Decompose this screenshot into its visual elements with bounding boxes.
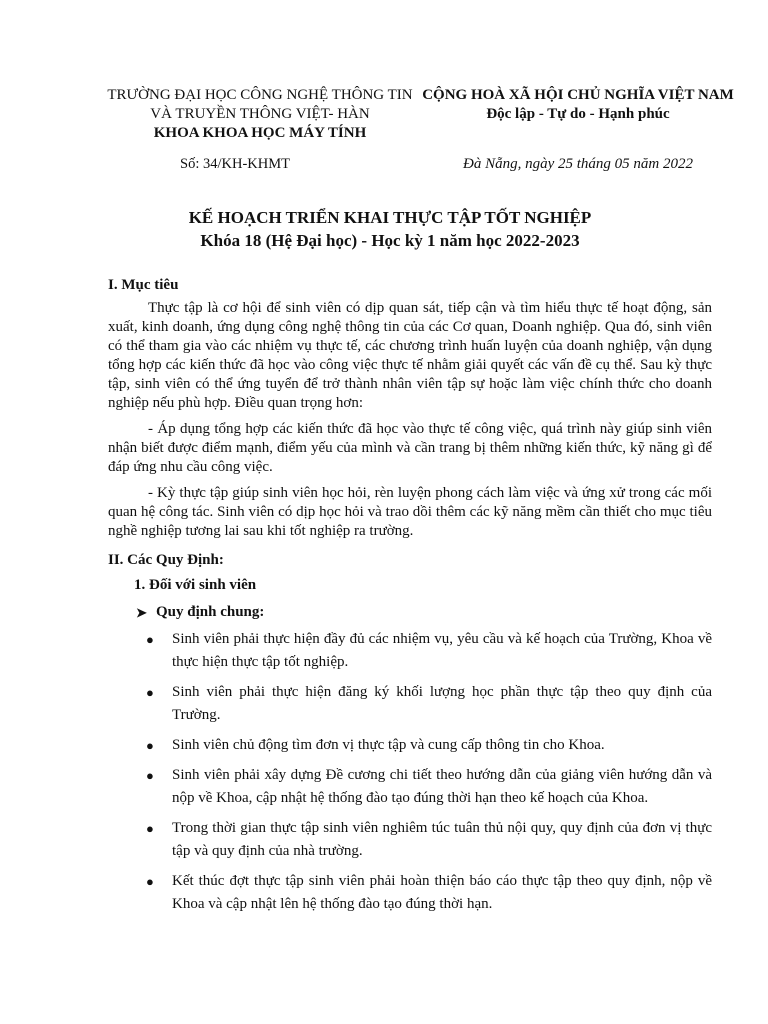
document-title-line1: KẾ HOẠCH TRIỂN KHAI THỰC TẬP TỐT NGHIỆP [188, 208, 592, 227]
subsection-heading-students: 1. Đối với sinh viên [134, 577, 257, 593]
list-item: ● Sinh viên phải xây dựng Đề cương chi tiết theo hướng dẫn của giảng viên hướng dẫn và nộp về Khoa, cập nhật hệ thống đào tạo đúng thời hạn theo kế hoạch của Khoa. [172, 764, 712, 810]
bullet-dot-icon: ● [146, 685, 154, 700]
rules-list [108, 628, 712, 916]
list-item: ● Sinh viên phải thực hiện đầy đủ các nhiệm vụ, yêu cầu và kế hoạch của Trường, Khoa về thực hiện thực tập tốt nghiệp. [172, 628, 712, 674]
national-header [418, 86, 738, 124]
faculty-name: KHOA KHOA HỌC MÁY TÍNH [153, 125, 367, 141]
university-name-line2: VÀ TRUYỀN THÔNG VIỆT- HÀN [150, 106, 370, 122]
section-heading-regulations: II. Các Quy Định: [108, 552, 224, 568]
general-rules-label: Quy định chung: [156, 604, 265, 620]
bullet-dot-icon: ● [146, 738, 154, 753]
arrowhead-right-icon: ➤ [136, 605, 147, 620]
list-item: ● Sinh viên chủ động tìm đơn vị thực tập và cung cấp thông tin cho Khoa. [172, 734, 712, 757]
bullet-dot-icon: ● [146, 874, 154, 889]
document-date: Đà Nẵng, ngày 25 tháng 05 năm 2022 [463, 156, 693, 172]
general-rules-heading [136, 603, 712, 622]
bullet-dot-icon: ● [146, 768, 154, 783]
objectives-paragraph: Thực tập là cơ hội để sinh viên có dịp quan sát, tiếp cận và tìm hiểu thực tế hoạt động, sản xuất, kinh doanh, ứng dụng công nghệ thông tin của các Cơ quan, Doanh nghiệp. Qua đó, sinh viên có thể tham gia vào các nhiệm vụ thực tế, các chương trình huấn luyện của doanh nghiệp, vận dụng tổng hợp các kiến thức đã học vào công việc thực tế nhằm giải quyết các vấn đề cụ thể. Sau kỳ thực tập, sinh viên có thể ứng tuyển để trở thành nhân viên tập sự hoặc làm việc chính thức cho doanh nghiệp nếu phù hợp. Điều quan trọng hơn: [108, 300, 712, 411]
document-title-line2: Khóa 18 (Hệ Đại học) - Học kỳ 1 năm học 2022-2023 [200, 231, 580, 250]
bullet-dot-icon: ● [146, 821, 154, 836]
list-item: ● Trong thời gian thực tập sinh viên nghiêm túc tuân thủ nội quy, quy định của đơn vị thực tập và quy định của nhà trường. [172, 817, 712, 863]
national-motto: Độc lập - Tự do - Hạnh phúc [486, 106, 670, 122]
objectives-paragraph: - Kỳ thực tập giúp sinh viên học hỏi, rèn luyện phong cách làm việc và ứng xử trong các mối quan hệ công tác. Sinh viên có dịp học hỏi và trao dồi thêm các kỹ năng mềm cần thiết cho mục tiêu nghề nghiệp tương lai sau khi tốt nghiệp ra trường. [108, 485, 712, 539]
university-header [80, 86, 440, 143]
document-body [108, 276, 712, 923]
document-title [60, 206, 720, 252]
list-item: ● Sinh viên phải thực hiện đăng ký khối lượng học phần thực tập theo quy định của Trường. [172, 681, 712, 727]
section-heading-objectives: I. Mục tiêu [108, 277, 179, 293]
university-name-line1: TRƯỜNG ĐẠI HỌC CÔNG NGHỆ THÔNG TIN [107, 87, 413, 103]
bullet-dot-icon: ● [146, 632, 154, 647]
list-item: ● Kết thúc đợt thực tập sinh viên phải hoàn thiện báo cáo thực tập theo quy định, nộp về Khoa và cập nhật lên hệ thống đào tạo đúng thời hạn. [172, 870, 712, 916]
objectives-paragraph: - Áp dụng tổng hợp các kiến thức đã học vào thực tế công việc, quá trình này giúp sinh viên nhận biết được điểm mạnh, điểm yếu của mình và cần trang bị thêm những kiến thức, kỹ năng gì để đáp ứng nhu cầu công việc. [108, 421, 712, 475]
document-number: Số: 34/KH-KHMT [180, 156, 290, 172]
national-title: CỘNG HOÀ XÃ HỘI CHỦ NGHĨA VIỆT NAM [422, 87, 734, 103]
